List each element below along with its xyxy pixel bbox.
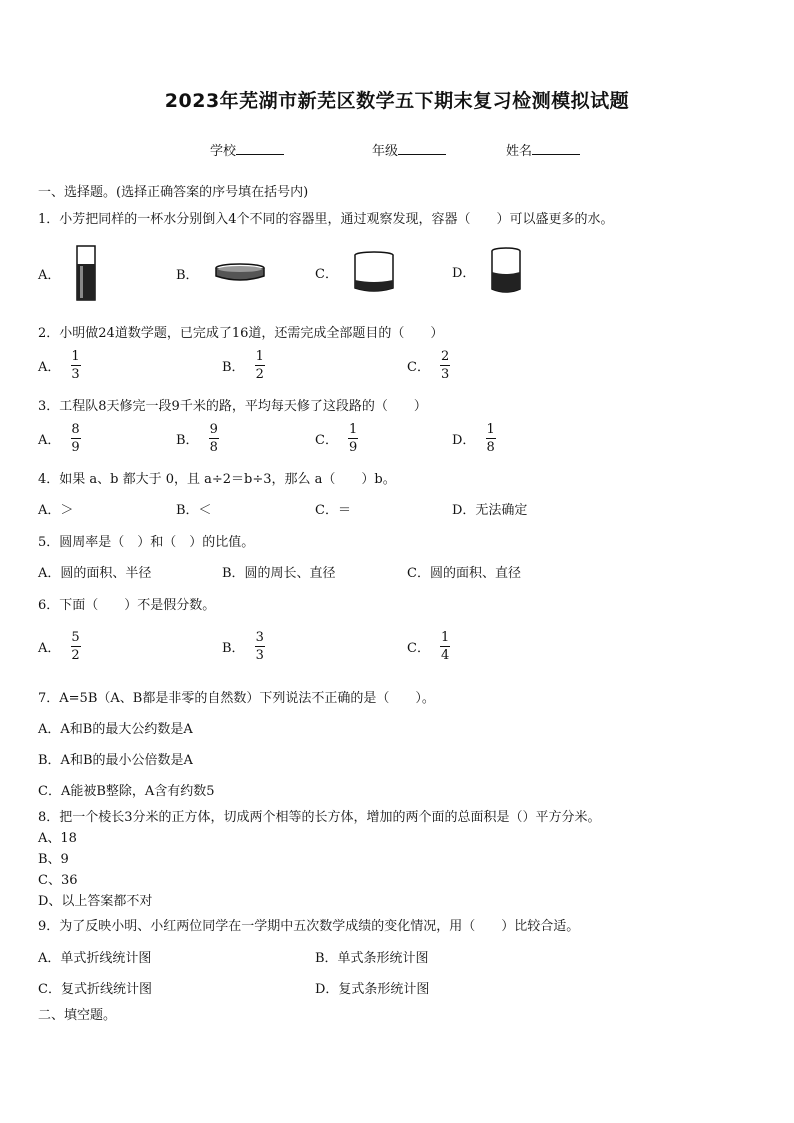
question-3-option-b[interactable]	[176, 422, 219, 455]
question-2-option-b[interactable]	[222, 349, 265, 382]
question-9-option-a[interactable]: A．单式折线统计图	[38, 951, 152, 966]
question-7-text: 7．A=5B（A、B都是非零的自然数）下列说法不正确的是（ ）。	[38, 691, 435, 706]
fraction-denominator: 2	[255, 367, 264, 382]
question-1-option-a[interactable]	[38, 244, 98, 302]
question-9-text: 9．为了反映小明、小红两位同学在一学期中五次数学成绩的变化情况，用（ ）比较合适。	[38, 919, 580, 934]
question-8-option-c[interactable]: C、36	[38, 873, 78, 888]
fraction	[255, 349, 265, 382]
flat-dish-container-icon	[213, 262, 267, 284]
question-9-option-b[interactable]: B．单式条形统计图	[315, 951, 429, 966]
question-6-option-b[interactable]	[222, 630, 265, 663]
fraction	[440, 349, 450, 382]
fraction	[485, 422, 495, 455]
question-4-option-b[interactable]: B．＜	[176, 503, 212, 518]
fraction	[348, 422, 358, 455]
fraction-numerator: 1	[71, 349, 80, 364]
fraction-denominator: 4	[440, 648, 450, 663]
fraction-denominator: 3	[440, 367, 450, 382]
question-4-option-c[interactable]: C．＝	[315, 503, 351, 518]
tall-narrow-container-icon	[74, 244, 98, 302]
medium-container-icon	[489, 246, 523, 296]
question-2-option-c[interactable]	[407, 349, 450, 382]
fraction-numerator: 1	[440, 630, 450, 645]
fraction-numerator: 2	[440, 349, 450, 364]
fraction	[70, 422, 80, 455]
fraction-numerator: 9	[209, 422, 218, 437]
question-4-option-d[interactable]: D．无法确定	[452, 503, 528, 518]
question-4-text: 4．如果 a、b 都大于 0，且 a÷2＝b÷3，那么 a（ ）b。	[38, 472, 396, 487]
question-2-option-a[interactable]	[38, 349, 81, 382]
option-label: D．	[452, 433, 476, 448]
option-label: A．	[38, 433, 61, 448]
name-field	[506, 140, 580, 159]
fraction-numerator: 8	[71, 422, 80, 437]
option-label: B．	[176, 267, 199, 283]
fraction	[255, 630, 265, 663]
school-label: 学校	[210, 144, 237, 159]
question-8-option-b[interactable]: B、9	[38, 852, 69, 867]
fraction-denominator: 9	[348, 440, 358, 455]
question-5-text: 5．圆周率是（ ）和（ ）的比值。	[38, 535, 255, 550]
fraction-numerator: 1	[255, 349, 264, 364]
question-3-text: 3．工程队8天修完一段9千米的路，平均每天修了这段路的（ ）	[38, 399, 427, 414]
question-4-option-a[interactable]: A．＞	[38, 503, 74, 518]
question-1-option-b[interactable]	[176, 262, 267, 284]
option-label: B．	[222, 641, 245, 656]
option-label: A．	[38, 641, 61, 656]
fraction-denominator: 3	[71, 367, 80, 382]
question-1-option-c[interactable]	[315, 250, 396, 294]
fraction-numerator: 3	[255, 630, 264, 645]
name-label: 姓名	[506, 144, 533, 159]
option-label: A．	[38, 360, 61, 375]
question-9-option-c[interactable]: C．复式折线统计图	[38, 982, 152, 997]
fraction-denominator: 3	[255, 648, 264, 663]
fraction-denominator: 8	[486, 440, 495, 455]
option-label: C．	[407, 641, 430, 656]
question-6-option-a[interactable]	[38, 630, 81, 663]
fraction-denominator: 9	[71, 440, 80, 455]
option-label: C．	[315, 266, 338, 282]
question-3-option-c[interactable]	[315, 422, 358, 455]
grade-label: 年级	[372, 144, 399, 159]
page-title: 2023年芜湖市新芜区数学五下期末复习检测模拟试题	[164, 90, 630, 112]
option-label: A．	[38, 267, 61, 283]
grade-field	[372, 140, 446, 159]
question-8-option-a[interactable]: A、18	[38, 831, 77, 846]
option-label: C．	[315, 433, 338, 448]
question-6-option-c[interactable]	[407, 630, 450, 663]
question-7-option-b[interactable]: B．A和B的最小公倍数是A	[38, 753, 193, 768]
question-2-text: 2．小明做24道数学题，已完成了16道，还需完成全部题目的（ ）	[38, 326, 444, 341]
name-blank[interactable]	[532, 142, 580, 155]
fraction	[440, 630, 450, 663]
question-3-option-a[interactable]	[38, 422, 81, 455]
question-7-option-c[interactable]: C．A能被B整除，A含有约数5	[38, 784, 215, 799]
fraction-numerator: 5	[71, 630, 80, 645]
option-label: C．	[407, 360, 430, 375]
fraction-numerator: 1	[486, 422, 495, 437]
question-5-option-c[interactable]: C．圆的面积、直径	[407, 566, 521, 581]
option-label: B．	[176, 433, 199, 448]
question-1-option-d[interactable]	[452, 246, 523, 296]
fraction	[209, 422, 219, 455]
section-title-choice: 一、选择题。(选择正确答案的序号填在括号内)	[38, 185, 309, 200]
fraction	[70, 349, 80, 382]
question-5-option-b[interactable]: B．圆的周长、直径	[222, 566, 336, 581]
question-3-option-d[interactable]	[452, 422, 496, 455]
fraction-denominator: 8	[209, 440, 218, 455]
school-field	[210, 140, 284, 159]
question-6-text: 6．下面（ ）不是假分数。	[38, 598, 216, 613]
option-label: B．	[222, 360, 245, 375]
wide-container-icon	[352, 250, 396, 294]
question-8-option-d[interactable]: D、以上答案都不对	[38, 894, 153, 909]
question-8-text: 8．把一个棱长3分米的正方体，切成两个相等的长方体，增加的两个面的总面积是（）平方分米。	[38, 810, 601, 825]
question-5-option-a[interactable]: A．圆的面积、半径	[38, 566, 152, 581]
question-9-option-d[interactable]: D．复式条形统计图	[315, 982, 430, 997]
fraction	[70, 630, 80, 663]
question-1-text: 1．小芳把同样的一杯水分别倒入4个不同的容器里，通过观察发现，容器（ ）可以盛更多的水。	[38, 212, 614, 227]
school-blank[interactable]	[236, 142, 284, 155]
fraction-numerator: 1	[348, 422, 358, 437]
option-label: D．	[452, 265, 476, 281]
section-title-fill-in: 二、填空题。	[38, 1008, 117, 1023]
question-7-option-a[interactable]: A．A和B的最大公约数是A	[38, 722, 193, 737]
fraction-denominator: 2	[71, 648, 80, 663]
grade-blank[interactable]	[398, 142, 446, 155]
